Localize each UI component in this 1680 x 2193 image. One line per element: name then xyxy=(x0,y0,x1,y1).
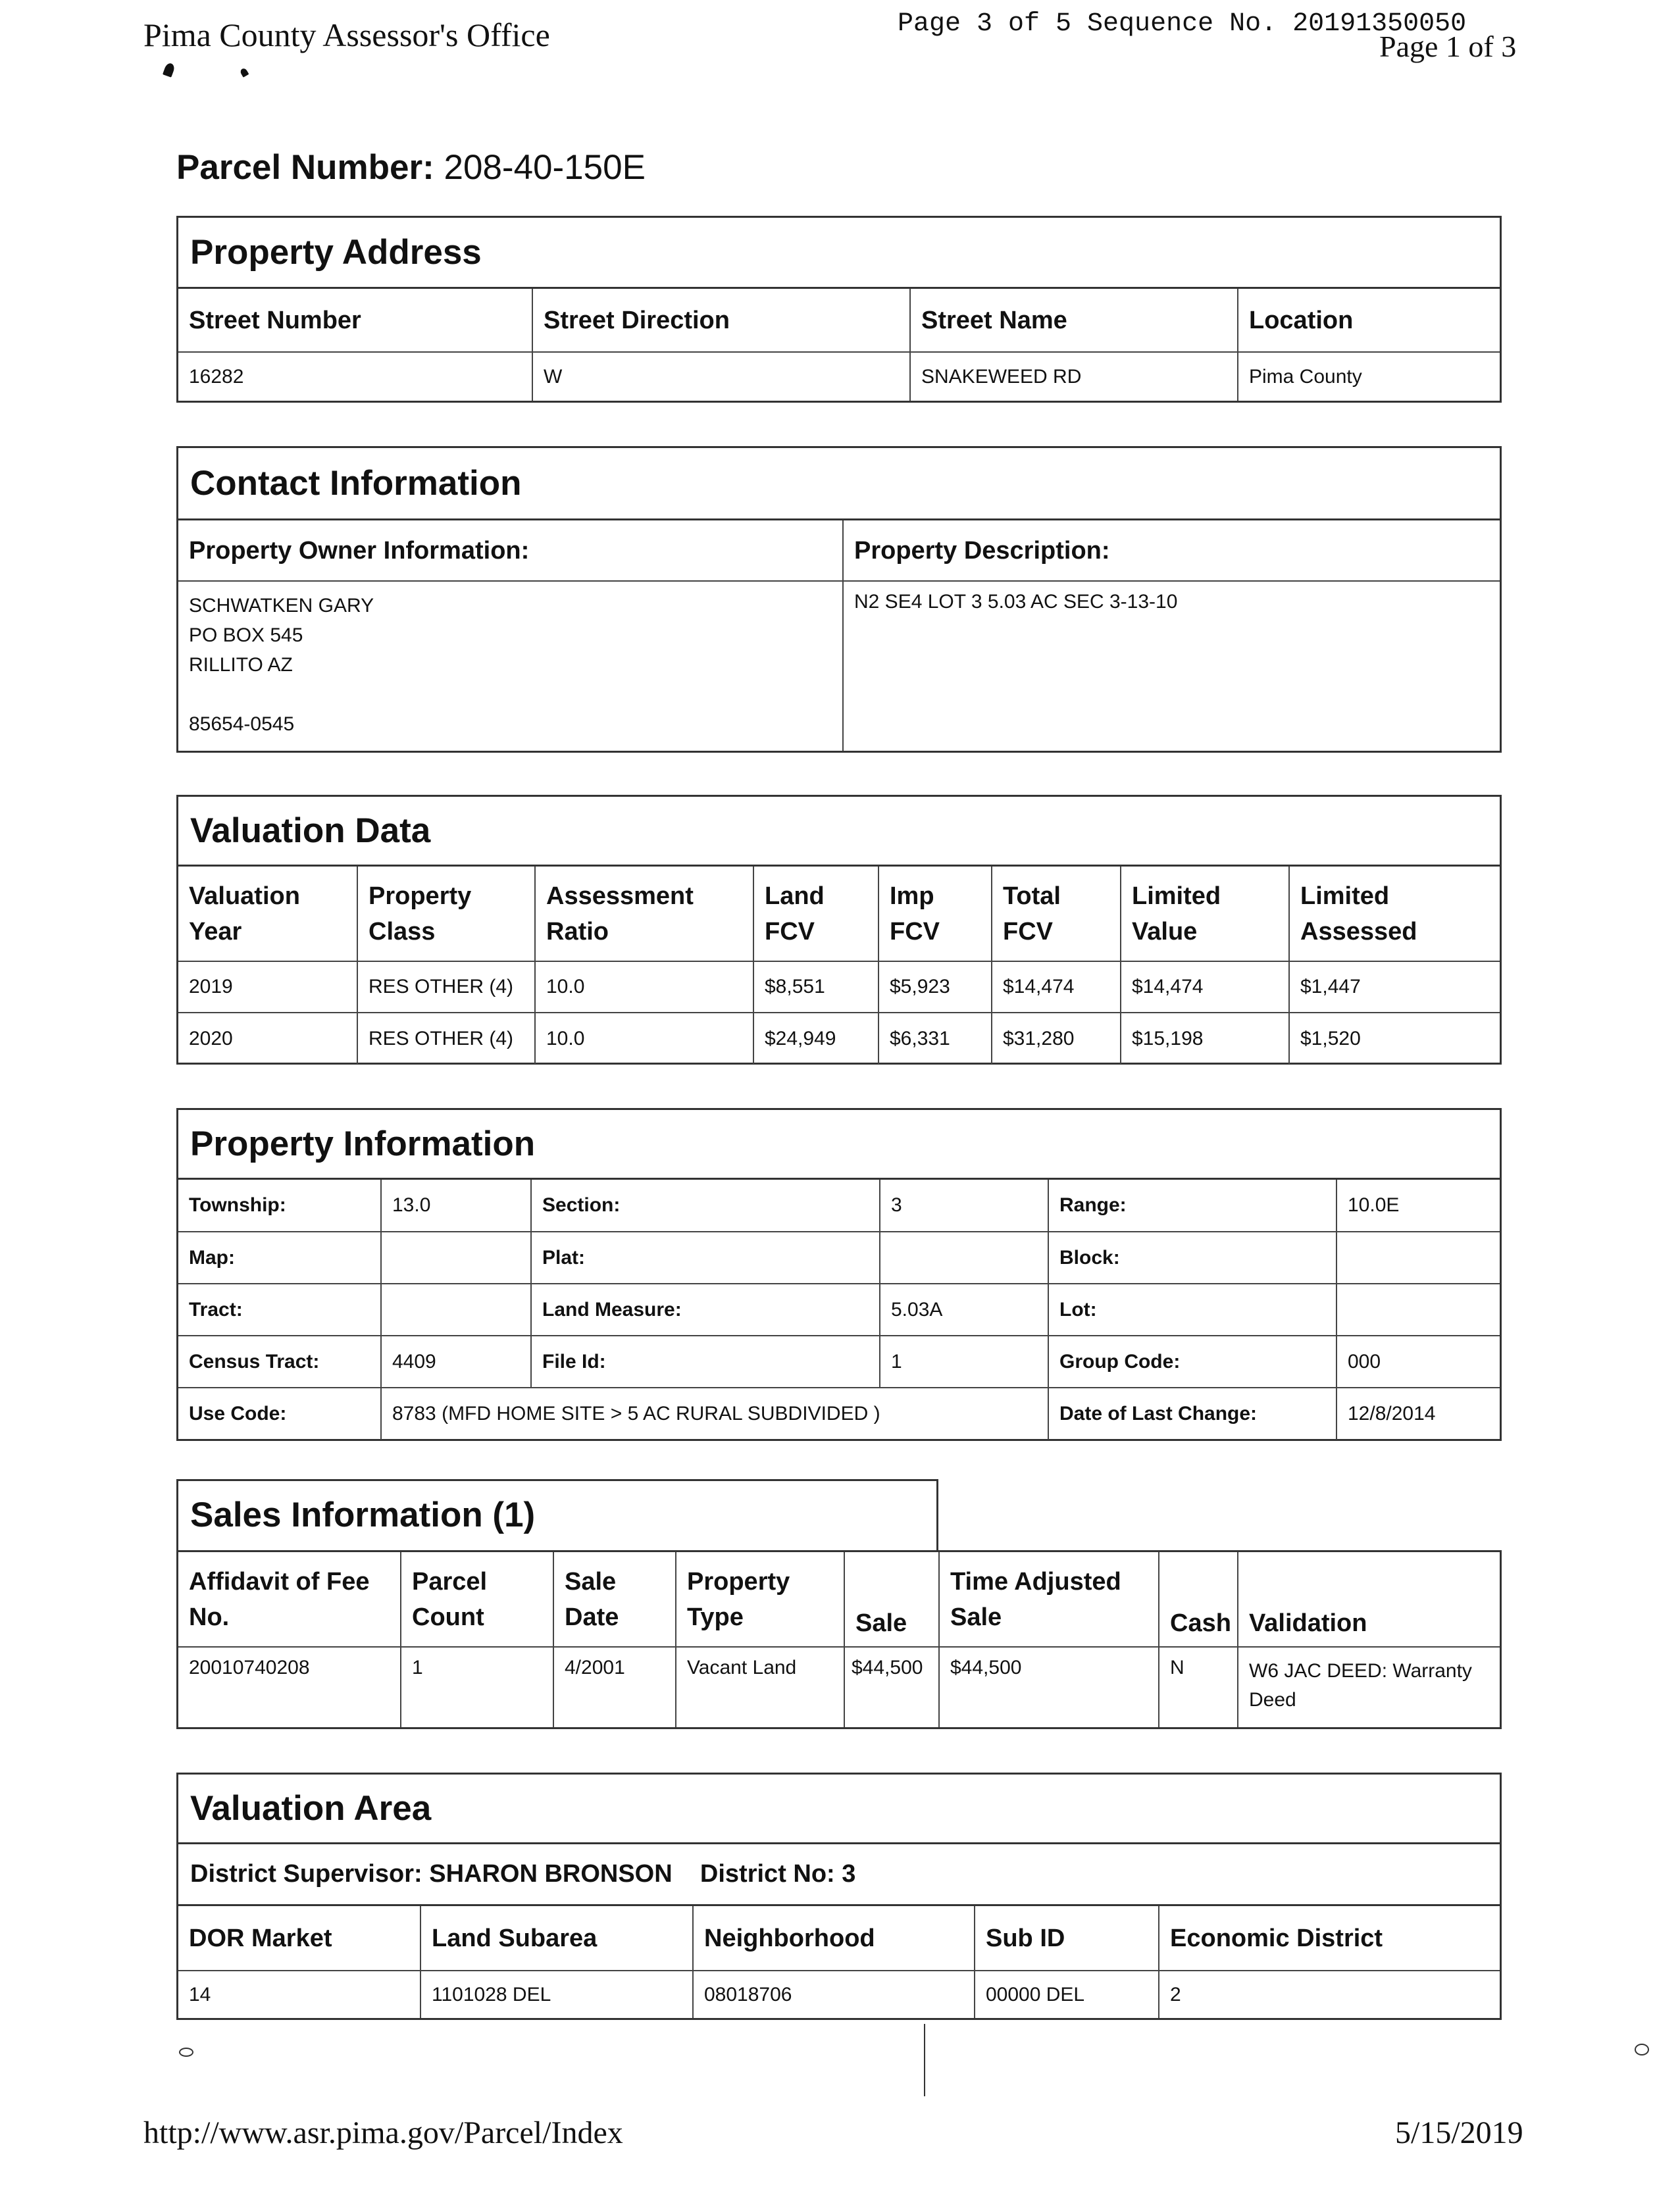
sales-table xyxy=(178,1552,1500,1727)
header-property-class: Property Class xyxy=(357,867,535,961)
section-title: Valuation Data xyxy=(178,797,1500,867)
range-label: Range: xyxy=(1048,1180,1336,1232)
property-info-table xyxy=(178,1180,1500,1440)
header-sub-id: Sub ID xyxy=(975,1906,1159,1971)
header-sale-date: Sale Date xyxy=(553,1552,676,1647)
district-number: 3 xyxy=(842,1860,856,1888)
section-value: 3 xyxy=(880,1180,1048,1232)
sale-amount: $44,500 xyxy=(844,1647,939,1727)
imp-fcv: $6,331 xyxy=(878,1013,992,1064)
section-title: Sales Information (1) xyxy=(190,1496,536,1534)
footer-url[interactable]: http://www.asr.pima.gov/Parcel/Index xyxy=(143,2115,623,2150)
scan-mark-icon xyxy=(240,67,249,77)
scan-mark-icon xyxy=(1635,2044,1649,2055)
header-total-fcv: Total FCV xyxy=(992,867,1121,961)
header-property-type: Property Type xyxy=(676,1552,844,1647)
sequence-stamp: Page 3 of 5 Sequence No. 20191350050 xyxy=(898,9,1467,39)
dor-market: 14 xyxy=(178,1971,420,2018)
land-fcv: $24,949 xyxy=(753,1013,878,1064)
property-info-section xyxy=(176,1108,1502,1441)
limited-assessed: $1,447 xyxy=(1289,961,1500,1013)
district-row xyxy=(178,1844,1500,1906)
land-subarea: 1101028 DEL xyxy=(420,1971,693,2018)
street-name: SNAKEWEED RD xyxy=(910,352,1238,401)
group-code-label: Group Code: xyxy=(1048,1336,1336,1388)
economic-district: 2 xyxy=(1159,1971,1500,2018)
land-measure-label: Land Measure: xyxy=(531,1284,880,1336)
sub-id: 00000 DEL xyxy=(975,1971,1159,2018)
lot-value xyxy=(1336,1284,1500,1336)
census-tract-label: Census Tract: xyxy=(178,1336,381,1388)
sale-date: 4/2001 xyxy=(553,1647,676,1727)
property-class: RES OTHER (4) xyxy=(357,961,535,1013)
parcel-value: 208-40-150E xyxy=(444,148,646,187)
property-description-label: Property Description: xyxy=(843,520,1500,581)
township-value: 13.0 xyxy=(381,1180,531,1232)
block-value xyxy=(1336,1232,1500,1284)
supervisor-name: SHARON BRONSON xyxy=(429,1860,673,1888)
property-address-section xyxy=(176,216,1502,403)
owner-line: PO BOX 545 xyxy=(189,624,303,646)
street-number: 16282 xyxy=(178,352,532,401)
street-direction: W xyxy=(532,352,910,401)
validation: W6 JAC DEED: Warranty Deed xyxy=(1238,1647,1500,1727)
header-cash: Cash xyxy=(1159,1552,1238,1647)
header-assessment-ratio: Assessment Ratio xyxy=(535,867,753,961)
header-affidavit: Affidavit of Fee No. xyxy=(178,1552,401,1647)
section-title: Property Information xyxy=(178,1110,1500,1180)
file-id-label: File Id: xyxy=(531,1336,880,1388)
header-imp-fcv: Imp FCV xyxy=(878,867,992,961)
header-dor-market: DOR Market xyxy=(178,1906,420,1971)
header-street-name: Street Name xyxy=(910,289,1238,352)
valuation-year: 2020 xyxy=(178,1013,357,1064)
header-parcel-count: Parcel Count xyxy=(401,1552,553,1647)
contact-table xyxy=(178,520,1500,751)
file-id-value: 1 xyxy=(880,1336,1048,1388)
header-sale: Sale xyxy=(844,1552,939,1647)
owner-address xyxy=(178,581,843,751)
header-limited-assessed: Limited Assessed xyxy=(1289,867,1500,961)
address-table xyxy=(178,289,1500,401)
supervisor-label: District Supervisor: xyxy=(190,1860,422,1888)
use-code-value: 8783 (MFD HOME SITE > 5 AC RURAL SUBDIVIDED ) xyxy=(381,1388,1048,1440)
owner-line: SCHWATKEN GARY xyxy=(189,595,374,617)
section-title: Valuation Area xyxy=(178,1775,1500,1844)
scan-mark-icon xyxy=(163,62,176,78)
owner-line xyxy=(189,680,832,709)
contact-section xyxy=(176,446,1502,753)
property-description: N2 SE4 LOT 3 5.03 AC SEC 3-13-10 xyxy=(843,581,1500,751)
page-indicator: Page 1 of 3 xyxy=(1379,30,1517,63)
property-type: Vacant Land xyxy=(676,1647,844,1727)
total-fcv: $14,474 xyxy=(992,961,1121,1013)
header-land-fcv: Land FCV xyxy=(753,867,878,961)
cash-flag: N xyxy=(1159,1647,1238,1727)
limited-value: $14,474 xyxy=(1121,961,1289,1013)
sales-title-box xyxy=(176,1479,938,1550)
valuation-area-section xyxy=(176,1773,1502,2020)
use-code-label: Use Code: xyxy=(178,1388,381,1440)
owner-line: 85654-0545 xyxy=(189,713,295,735)
tract-label: Tract: xyxy=(178,1284,381,1336)
table-row xyxy=(178,1013,1500,1064)
limited-value: $15,198 xyxy=(1121,1013,1289,1064)
sales-section xyxy=(176,1550,1502,1729)
header-location: Location xyxy=(1238,289,1500,352)
header-neighborhood: Neighborhood xyxy=(693,1906,975,1971)
parcel-count: 1 xyxy=(401,1647,553,1727)
scan-mark-icon xyxy=(924,2024,925,2096)
limited-assessed: $1,520 xyxy=(1289,1013,1500,1064)
office-title: Pima County Assessor's Office xyxy=(143,16,550,53)
header-valuation-year: Valuation Year xyxy=(178,867,357,961)
census-tract-value: 4409 xyxy=(381,1336,531,1388)
time-adjusted-sale: $44,500 xyxy=(939,1647,1159,1727)
district-label: District No: xyxy=(700,1860,835,1888)
footer-date: 5/15/2019 xyxy=(1395,2115,1523,2150)
header-time-adjusted-sale: Time Adjusted Sale xyxy=(939,1552,1159,1647)
scan-mark-icon xyxy=(179,2048,193,2057)
township-label: Township: xyxy=(178,1180,381,1232)
lot-label: Lot: xyxy=(1048,1284,1336,1336)
table-row xyxy=(178,961,1500,1013)
property-class: RES OTHER (4) xyxy=(357,1013,535,1064)
table-row xyxy=(178,1647,1500,1727)
assessment-ratio: 10.0 xyxy=(535,961,753,1013)
last-change-value: 12/8/2014 xyxy=(1336,1388,1500,1440)
valuation-area-table xyxy=(178,1906,1500,2018)
land-fcv: $8,551 xyxy=(753,961,878,1013)
valuation-table xyxy=(178,867,1500,1064)
affidavit-no: 20010740208 xyxy=(178,1647,401,1727)
location: Pima County xyxy=(1238,352,1500,401)
imp-fcv: $5,923 xyxy=(878,961,992,1013)
plat-label: Plat: xyxy=(531,1232,880,1284)
owner-line: RILLITO AZ xyxy=(189,654,293,676)
header-limited-value: Limited Value xyxy=(1121,867,1289,961)
section-label: Section: xyxy=(531,1180,880,1232)
valuation-year: 2019 xyxy=(178,961,357,1013)
map-value xyxy=(381,1232,531,1284)
header-economic-district: Economic District xyxy=(1159,1906,1500,1971)
last-change-label: Date of Last Change: xyxy=(1048,1388,1336,1440)
range-value: 10.0E xyxy=(1336,1180,1500,1232)
assessment-ratio: 10.0 xyxy=(535,1013,753,1064)
header-street-number: Street Number xyxy=(178,289,532,352)
group-code-value: 000 xyxy=(1336,1336,1500,1388)
tract-value xyxy=(381,1284,531,1336)
header-street-direction: Street Direction xyxy=(532,289,910,352)
parcel-label: Parcel Number: xyxy=(176,148,434,187)
plat-value xyxy=(880,1232,1048,1284)
neighborhood: 08018706 xyxy=(693,1971,975,2018)
header-land-subarea: Land Subarea xyxy=(420,1906,693,1971)
land-measure-value: 5.03A xyxy=(880,1284,1048,1336)
section-title: Property Address xyxy=(178,218,1500,289)
map-label: Map: xyxy=(178,1232,381,1284)
header-validation: Validation xyxy=(1238,1552,1500,1647)
owner-info-label: Property Owner Information: xyxy=(178,520,843,581)
block-label: Block: xyxy=(1048,1232,1336,1284)
parcel-number xyxy=(176,147,646,188)
total-fcv: $31,280 xyxy=(992,1013,1121,1064)
valuation-section xyxy=(176,795,1502,1065)
section-title: Contact Information xyxy=(178,448,1500,520)
